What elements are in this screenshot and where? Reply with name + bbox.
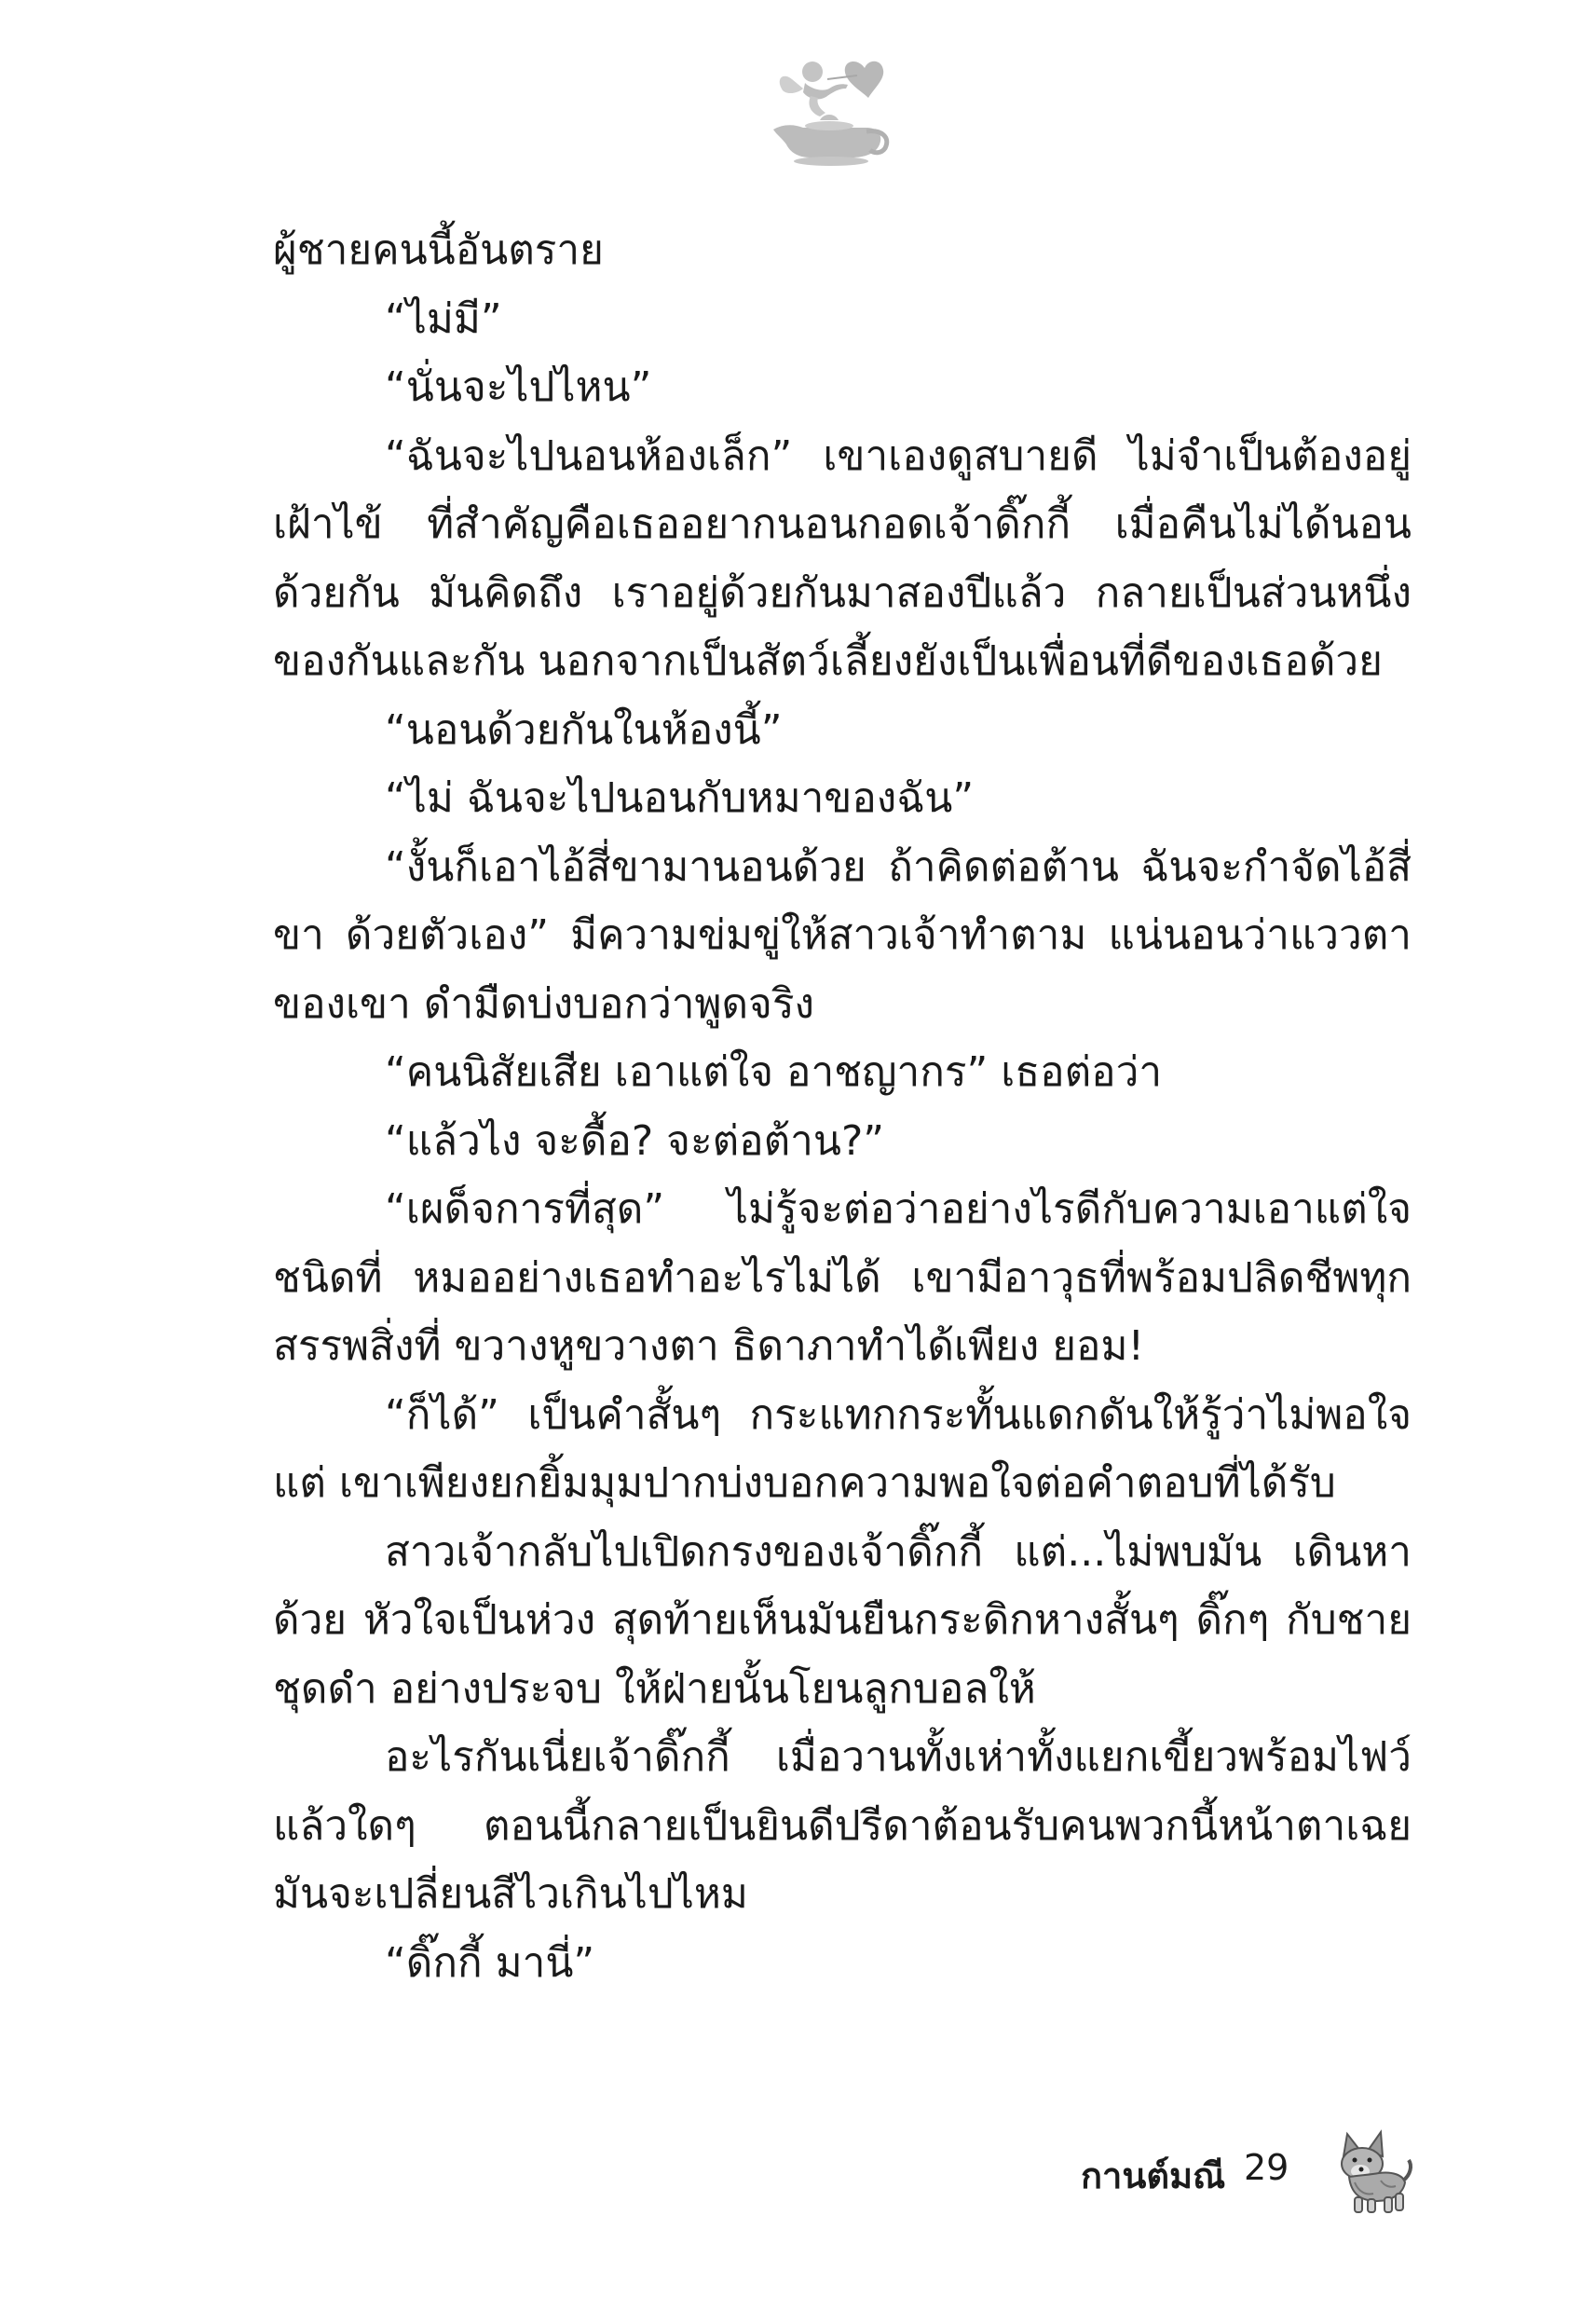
page-number: 29 <box>1244 2147 1289 2188</box>
paragraph: “งั้นก็เอาไอ้สี่ขามานอนด้วย ถ้าคิดต่อต้าน ฉันจะกำจัดไอ้สี่ขา ด้วยตัวเอง” มีความข่มขู่ให้สาวเจ้าทำตาม แน่นอนว่าแววตาของเขา ดำมืดบ่งบอกว่าพูดจริง <box>273 842 1412 1028</box>
corgi-dog-icon <box>1323 2128 1416 2222</box>
paragraph: ผู้ชายคนนี้อันตราย <box>273 226 604 274</box>
chapter-body-text <box>273 216 1412 1997</box>
paragraph: “คนนิสัยเสีย เอาแต่ใจ อาชญากร” เธอต่อว่า <box>385 1048 1163 1096</box>
paragraph: สาวเจ้ากลับไปเปิดกรงของเจ้าดิ๊กกี้ แต่...ไม่พบมัน เดินหาด้วย หัวใจเป็นห่วง สุดท้ายเห็นมันยืนกระดิกหางสั้นๆ ดิ๊กๆ กับชายชุดดำ อย่างประจบ ให้ฝ่ายนั้นโยนลูกบอลให้ <box>273 1527 1412 1713</box>
paragraph: “ก็ได้” เป็นคำสั้นๆ กระแทกกระทั้นแดกดันให้รู้ว่าไม่พอใจ แต่ เขาเพียงยกยิ้มมุมปากบ่งบอกความพอใจต่อคำตอบที่ได้รับ <box>273 1390 1412 1507</box>
paragraph: “นั่นจะไปไหน” <box>385 363 652 411</box>
book-title: กานต์มณี <box>1081 2155 1226 2196</box>
paragraph: “ดิ๊กกี้ มานี่” <box>385 1938 595 1987</box>
page-footer <box>1053 2128 1425 2222</box>
paragraph: “เผด็จการที่สุด” ไม่รู้จะต่อว่าอย่างไรดีกับความเอาแต่ใจชนิดที่ หมออย่างเธอทำอะไรไม่ได้ เขามีอาวุธที่พร้อมปลิดชีพทุกสรรพสิ่งที่ ขวางหูขวางตา ธิดาภาทำได้เพียง ยอม! <box>273 1185 1412 1370</box>
teapot-cupid-ornament-icon <box>755 51 904 172</box>
paragraph: อะไรกันเนี่ยเจ้าดิ๊กกี้ เมื่อวานทั้งเห่าทั้งแยกเขี้ยวพร้อมไฟว์ แล้วใดๆ ตอนนี้กลายเป็นยินดีปรีดาต้อนรับคนพวกนี้หน้าตาเฉย มันจะเปลี่ยนสีไวเกินไปไหม <box>273 1733 1412 1918</box>
paragraph: “ฉันจะไปนอนห้องเล็ก” เขาเองดูสบายดี ไม่จำเป็นต้องอยู่เฝ้าไข้ ที่สำคัญคือเธออยากนอนกอดเจ้าดิ๊กกี้ เมื่อคืนไม่ได้นอนด้วยกัน มันคิดถึง เราอยู่ด้วยกันมาสองปีแล้ว กลายเป็นส่วนหนึ่งของกันและกัน นอกจากเป็นสัตว์เลี้ยงยังเป็นเพื่อนที่ดีของเธอด้วย <box>273 431 1412 685</box>
paragraph: “นอนด้วยกันในห้องนี้” <box>385 705 783 754</box>
paragraph: “แล้วไง จะดื้อ? จะต่อต้าน?” <box>385 1116 885 1165</box>
paragraph: “ไม่ ฉันจะไปนอนกับหมาของฉัน” <box>385 774 975 822</box>
paragraph: “ไม่มี” <box>385 294 502 343</box>
